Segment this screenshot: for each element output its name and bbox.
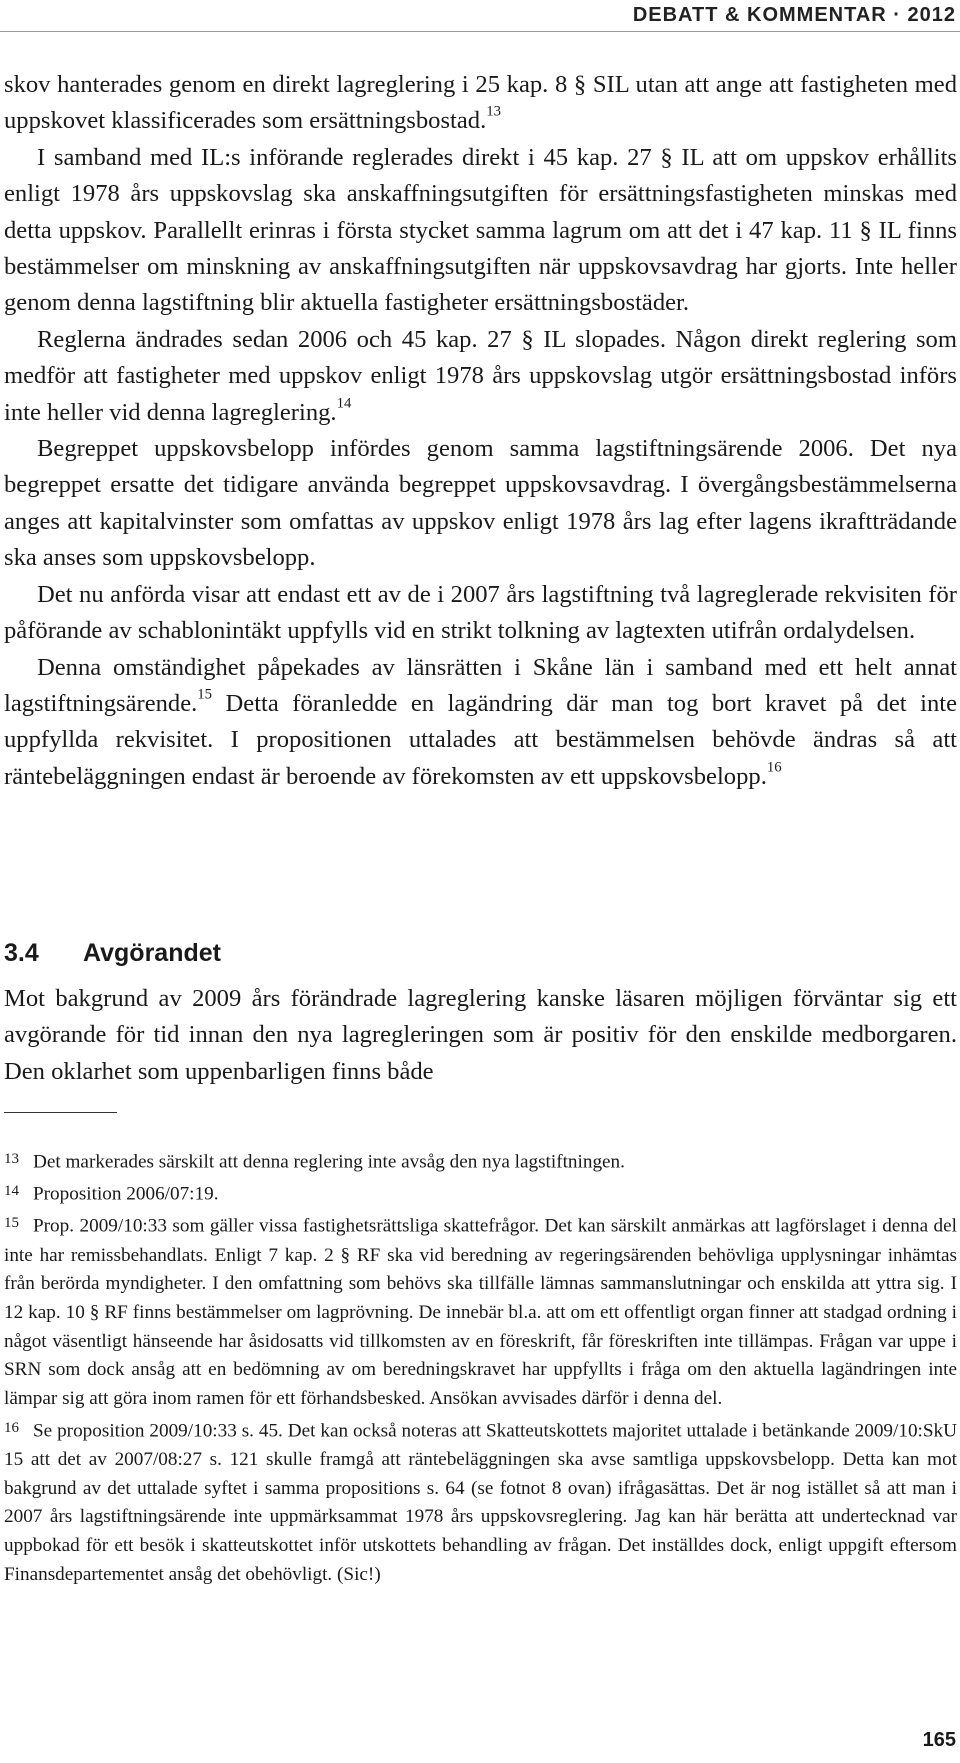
paragraph: Denna omständighet påpekades av länsrätten i Skåne län i samband med ett helt annat lagstiftningsärende.$^{15}$ Detta föranledde en lagändring där man tog bort kravet på det inte uppfyllda rekvisitet. I propositionen uttalades att bestämmelsen behövde ändras så att räntebeläggningen endast är beroende av förekomsten av ett uppskovsbelopp.$^{16}$ bbox=[4, 653, 957, 790]
section-paragraph: Mot bakgrund av 2009 års förändrade lagreglering kanske läsaren möjligen förväntar sig ett avgörande för tid innan den nya lagregleringen som är positiv för den enskilde medborgaren. Den oklarhet som uppenbarligen finns både bbox=[4, 985, 957, 1085]
paragraph: Det nu anförda visar att endast ett av de i 2007 års lagstiftning två lagreglerade rekvisiten för påförande av schablonintäkt uppfylls vid en strikt tolkning av lagtexten utifrån ordalydelsen. bbox=[4, 580, 957, 645]
section-heading bbox=[4, 935, 221, 971]
header-rule bbox=[0, 31, 960, 32]
paragraph: I samband med IL:s införande reglerades direkt i 45 kap. 27 § IL att om uppskov erhållits enligt 1978 års uppskovslag ska anskaffningsutgiften för ersättningsfastigheten minskas med detta uppskov. Parallellt erinras i första stycket samma lagrum om att det i 47 kap. 11 § IL finns bestämmelser om minskning av anskaffningsutgiften när uppskovsavdrag har gjorts. Inte heller genom denna lagstiftning blir aktuella fastigheter ersättningsbostäder. bbox=[4, 143, 957, 317]
footnote: 15 Prop. 2009/10:33 som gäller vissa fastighetsrättsliga skattefrågor. Det kan särskilt anmärkas att lagförslaget i denna del inte har remissbehandlats. Enligt 7 kap. 2 § RF ska vid beredning av regeringsärenden behövliga upplysningar inhämtas från berörda myndigheter. I den omfattning som behövs ska tillfälle lämnas sammanslutningar och enskilda att yttra sig. I 12 kap. 10 § RF finns bestämmelser om lagprövning. De innebär bl.a. att om ett offentligt organ finner att stadgad ordning i något väsentligt hänseende har åsidosatts vid tillkomsten av en föreskrift, får föreskriften inte tillämpas. Frågan var uppe i SRN som dock ansåg att en bedömning av om beredningskravet har uppfyllts i fråga om den aktuella lagändringen inte lämpar sig att göra inom ramen för ett förhandsbesked. Ansökan avvisades därför i denna del. bbox=[4, 1209, 957, 1413]
footnote-ref[interactable]: 16 bbox=[766, 759, 782, 776]
paragraph: Begreppet uppskovsbelopp infördes genom samma lagstiftningsärende 2006. Det nya begreppet ersatte det tidigare använda begreppet uppskovsavdrag. I övergångsbestämmelserna anges att kapitalvinster som omfattas av uppskov enligt 1978 års lag efter lagens ikraftträdande ska anses som uppskovsbelopp. bbox=[4, 435, 957, 572]
footnote: 16 Se proposition 2009/10:33 s. 45. Det kan också noteras att Skatteutskottets majoritet uttalade i betänkande 2009/10:SkU 15 att det av 2007/08:27 s. 121 skulle framgå att räntebeläggningen ska avse samtliga uppskovsbelopp. Detta kan mot bakgrund av det uttalade syftet i samma propositions s. 64 (se fotnot 8 ovan) ifrågasättas. Det är nog istället så att man i 2007 års lagstiftningsärende inte uppmärksammat 1978 års uppskovsreglering. Jag kan här berätta att undertecknad var uppbokad för ett besök i skatteutskottet inför utskottets behandling av frågan. Det inställdes dock, enligt uppgift eftersom Finansdepartementet ansåg det obehövligt. (Sic!) bbox=[4, 1414, 957, 1590]
section-number: 3.4 bbox=[4, 939, 39, 967]
footnote-ref[interactable]: 15 bbox=[197, 686, 213, 703]
footnote-number: 14 bbox=[4, 1183, 19, 1200]
footnote-divider bbox=[4, 1112, 117, 1113]
footnotes bbox=[4, 1145, 957, 1590]
footnote: 13 Det markerades särskilt att denna reglering inte avsåg den nya lagstiftningen. bbox=[4, 1145, 957, 1177]
page-number: 165 bbox=[922, 1729, 956, 1751]
section-title: Avgörandet bbox=[83, 939, 221, 967]
running-title: DEBATT & KOMMENTAR · 2012 bbox=[632, 4, 956, 26]
footnote-number: 15 bbox=[4, 1215, 19, 1232]
footnote: 14 Proposition 2006/07:19. bbox=[4, 1177, 957, 1209]
paragraph: skov hanterades genom en direkt lagreglering i 25 kap. 8 § SIL utan att ange att fastigheten med uppskovet klassificerades som ersättningsbostad.$^{13}$ bbox=[4, 71, 957, 135]
paragraph: Reglerna ändrades sedan 2006 och 45 kap. 27 § IL slopades. Någon direkt reglering som medför att fastigheter med uppskov enligt 1978 års uppskovslag utgör ersättningsbostad införs inte heller vid denna lagreglering.$^{14}$ bbox=[4, 325, 957, 426]
footnote-ref[interactable]: 13 bbox=[486, 103, 501, 120]
footnote-number: 16 bbox=[4, 1419, 19, 1436]
footnote-number: 13 bbox=[4, 1151, 19, 1167]
footnote-ref[interactable]: 14 bbox=[336, 395, 352, 412]
running-header bbox=[0, 0, 960, 31]
body-text bbox=[4, 67, 957, 795]
